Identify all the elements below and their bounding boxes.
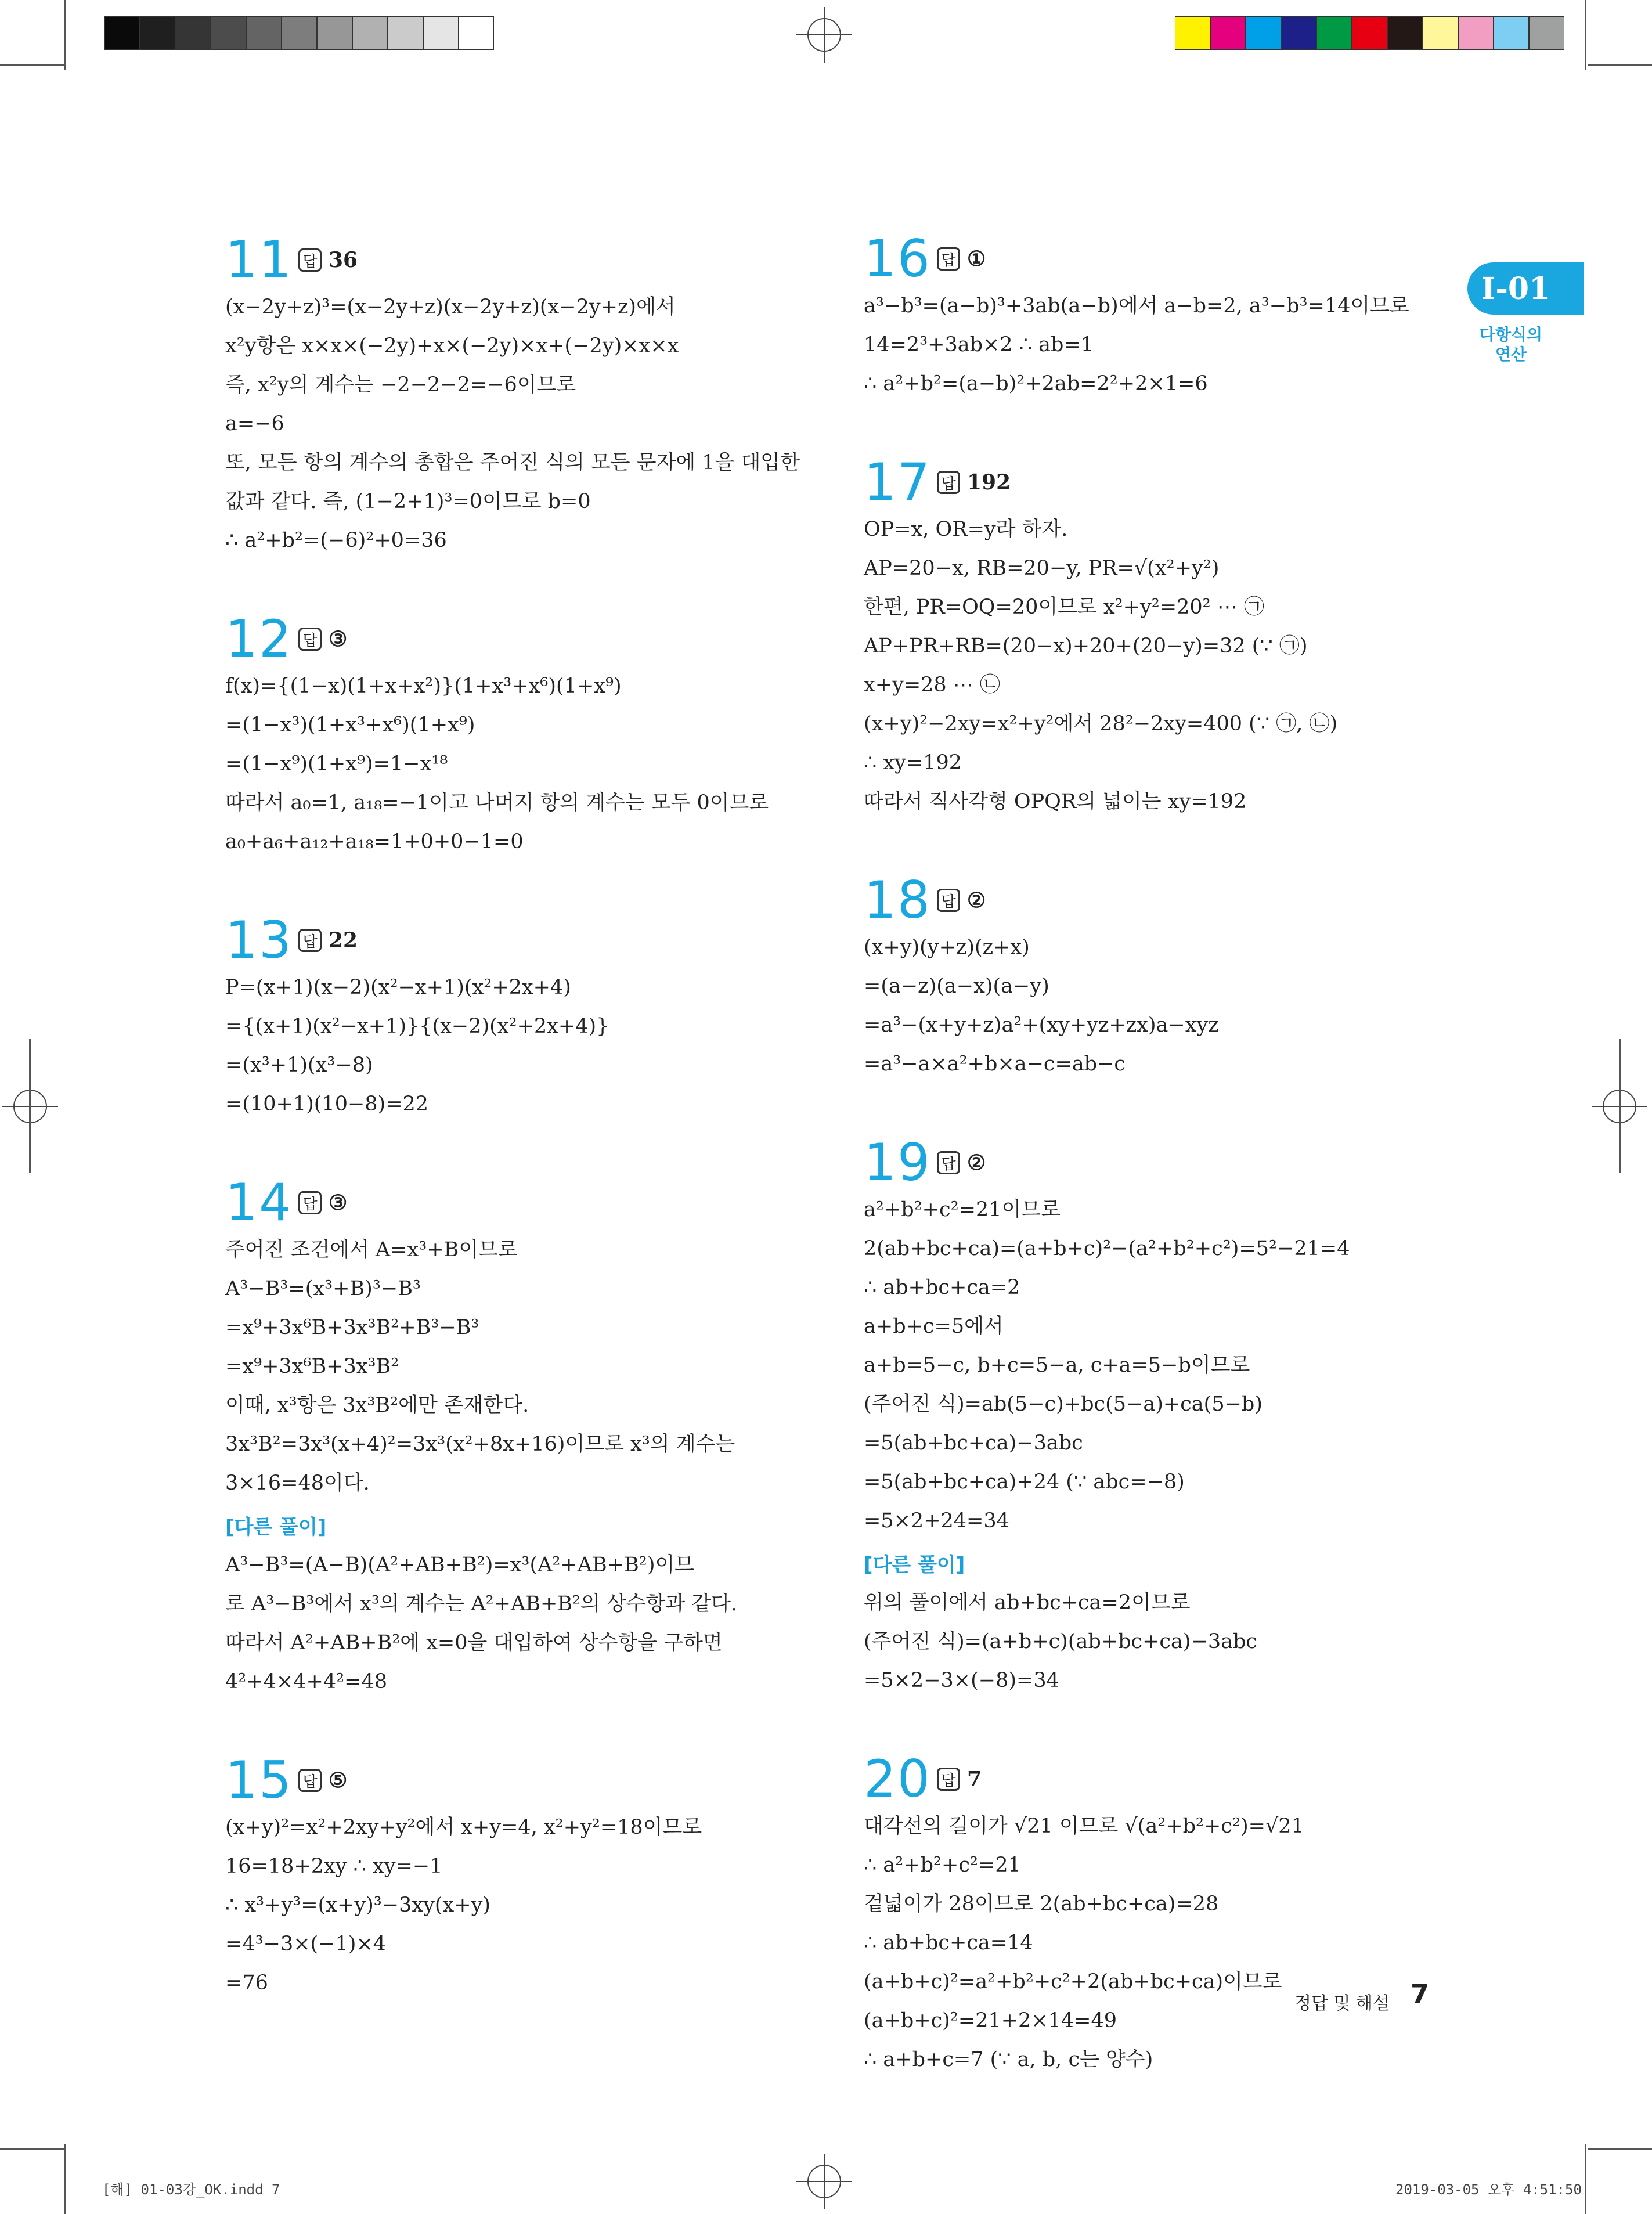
answer-value: 7 [967,1767,982,1791]
color-swatch [1529,16,1564,50]
solution-line: x²y항은 x×x×(−2y)+x×(−2y)×x+(−2y)×x×x [225,334,679,358]
problem-header [225,611,782,667]
solution-line: AP=20−x, RB=20−y, PR=√(x²+y²) [864,557,1220,580]
gray-swatch [175,16,211,50]
answer-badge: 답 [937,247,960,271]
gray-swatch [388,16,423,50]
alt-solution-line: 따라서 A²+AB+B²에 x=0을 대입하여 상수항을 구하면 [225,1631,723,1654]
solution-line: (a+b+c)²=a²+b²+c²+2(ab+bc+ca)이므로 [864,1970,1282,1993]
problem-header [225,1750,782,1810]
solution-line: =5(ab+bc+ca)−3abc [864,1431,1083,1455]
solution-line: ={(x+1)(x²−x+1)}{(x−2)(x²+2x+4)} [225,1015,609,1038]
solution-line: =x⁹+3x⁶B+3x³B²+B³−B³ [225,1316,479,1339]
solution-line: ∴ a+b+c=7 (∵ a, b, c는 양수) [864,2048,1153,2071]
problem-12 [225,611,782,861]
solution-line: =(1−x⁹)(1+x⁹)=1−x¹⁸ [225,752,448,776]
answer-value: ③ [329,627,348,651]
answer-value: 36 [329,248,358,272]
problem-number: 19 [864,1133,931,1192]
problem-number: 16 [864,229,931,289]
solution-line: ∴ ab+bc+ca=2 [864,1276,1020,1299]
solution-line: 한편, PR=OQ=20이므로 x²+y²=20² ⋯ ㉠ [864,596,1264,619]
solution-line: =x⁹+3x⁶B+3x³B² [225,1355,399,1378]
section-title-line: 다항식의 [1479,325,1543,344]
problem-19 [864,1135,1421,1700]
crop-mark [64,0,66,70]
answer-value: ① [967,247,986,271]
solution-line: (x+y)(y+z)(z+x) [864,936,1030,959]
solution-line: 14=2³+3ab×2 ∴ ab=1 [864,333,1094,356]
gray-swatch [423,16,459,50]
problem-header [864,872,1421,928]
problem-17 [864,452,1421,821]
answer-badge: 답 [298,248,322,272]
right-column [864,231,1421,2130]
problem-number: 11 [225,230,293,290]
color-swatch [1281,16,1316,50]
problem-11 [225,230,800,560]
solution-line: ∴ a²+b²=(a−b)²+2ab=2²+2×1=6 [864,372,1208,395]
solution-line: =(a−z)(a−x)(a−y) [864,975,1049,998]
alt-solution-line: A³−B³=(A−B)(A²+AB+B²)=x³(A²+AB+B²)이므 [225,1553,695,1577]
solution-line: a+b=5−c, b+c=5−a, c+a=5−b이므로 [864,1354,1250,1377]
solution-line: 3×16=48이다. [225,1472,370,1495]
color-swatch [1316,16,1352,50]
section-title [1467,325,1554,365]
solution-line: (x+y)²−2xy=x²+y²에서 28²−2xy=400 (∵ ㉠, ㉡) [864,712,1338,735]
gray-swatch [140,16,175,50]
crop-mark [1588,2148,1652,2150]
solution-line: 2(ab+bc+ca)=(a+b+c)²−(a²+b²+c²)=5²−21=4 [864,1237,1350,1260]
problem-20 [864,1751,1421,2079]
answer-badge: 답 [937,1151,960,1174]
answer-badge: 답 [298,929,322,952]
answer-value: ② [967,888,986,913]
section-title-line: 연산 [1495,345,1527,364]
solution-line: =5×2+24=34 [864,1509,1009,1533]
solution-line: 즉, x²y의 계수는 −2−2−2=−6이므로 [225,373,576,396]
solution-line: =(10+1)(10−8)=22 [225,1092,429,1116]
problem-header [225,910,782,970]
solution-line: 또, 모든 항의 계수의 총합은 주어진 식의 모든 문자에 1을 대입한 [225,451,800,474]
problem-header [225,1175,782,1231]
alt-solution-line: (주어진 식)=(a+b+c)(ab+bc+ca)−3abc [864,1630,1258,1653]
problem-number: 12 [225,609,293,669]
alt-solution-line: 위의 풀이에서 ab+bc+ca=2이므로 [864,1591,1191,1614]
solution-line: =a³−(x+y+z)a²+(xy+yz+zx)a−xyz [864,1014,1219,1037]
solution-line: (x+y)²=x²+2xy+y²에서 x+y=4, x²+y²=18이므로 [225,1816,702,1839]
problem-18 [864,872,1421,1084]
problem-header [864,452,1421,512]
solution-line: 값과 같다. 즉, (1−2+1)³=0이므로 b=0 [225,490,591,513]
page-number: 7 [1411,1978,1430,2010]
section-tab [1467,262,1584,315]
alt-solution-line: 4²+4×4+4²=48 [225,1670,387,1693]
answer-value: ③ [329,1191,348,1215]
color-swatch [1210,16,1246,50]
problem-number: 15 [225,1750,293,1810]
solution-line: A³−B³=(x³+B)³−B³ [225,1277,421,1300]
solution-line: =a³−a×a²+b×a−c=ab−c [864,1052,1126,1076]
answer-badge: 답 [298,1769,322,1792]
solution-line: OP=x, OR=y라 하자. [864,518,1068,541]
gray-swatch [246,16,282,50]
problem-13 [225,910,782,1124]
problem-header [225,232,782,288]
crop-mark [0,64,64,66]
problem-header [864,231,1421,287]
solution-line: P=(x+1)(x−2)(x²−x+1)(x²+2x+4) [225,976,571,999]
problem-16 [864,231,1421,403]
problem-15 [225,1750,782,2003]
solution-line: 겉넓이가 28이므로 2(ab+bc+ca)=28 [864,1892,1219,1916]
problem-number: 14 [225,1173,293,1232]
solution-line: a+b+c=5에서 [864,1315,1004,1338]
solution-line: 주어진 조건에서 A=x³+B이므로 [225,1238,518,1261]
solution-line: =5(ab+bc+ca)+24 (∵ abc=−8) [864,1470,1185,1494]
solution-line: 16=18+2xy ∴ xy=−1 [225,1855,443,1878]
solution-line: ∴ ab+bc+ca=14 [864,1931,1033,1955]
section-code: Ⅰ-01 [1481,271,1550,307]
color-swatch [1352,16,1387,50]
solution-line: f(x)={(1−x)(1+x+x²)}(1+x³+x⁶)(1+x⁹) [225,675,622,698]
color-swatch [1458,16,1494,50]
solution-line: x+y=28 ⋯ ㉡ [864,673,1000,697]
gray-swatch [352,16,388,50]
color-swatch [1175,16,1210,50]
solution-line: =(1−x³)(1+x³+x⁶)(1+x⁹) [225,713,475,737]
answer-badge: 답 [298,628,322,651]
solution-line: 따라서 직사각형 OPQR의 넓이는 xy=192 [864,790,1247,813]
answer-value: 192 [967,470,1011,495]
problem-number: 13 [225,910,293,970]
slug-filename: [해] 01-03강_OK.indd 7 [102,2181,280,2198]
solution-line: ∴ x³+y³=(x+y)³−3xy(x+y) [225,1894,491,1917]
crop-mark [64,2144,66,2214]
problem-number: 18 [864,870,931,930]
answer-badge: 답 [937,1768,960,1791]
answer-value: 22 [329,928,358,953]
solution-line: 따라서 a₀=1, a₁₈=−1이고 나머지 항의 계수는 모두 0이므로 [225,791,769,814]
problem-number: 20 [864,1749,931,1809]
solution-line: AP+PR+RB=(20−x)+20+(20−y)=32 (∵ ㉠) [864,634,1308,658]
solution-line: ∴ a²+b²=(−6)²+0=36 [225,529,447,552]
crop-mark [1588,64,1652,66]
solution-line: =(x³+1)(x³−8) [225,1054,373,1077]
answer-badge: 답 [937,889,960,912]
alt-solution-label: [다른 풀이] [864,1553,965,1577]
solution-line: =76 [225,1971,268,1995]
solution-line: a³−b³=(a−b)³+3ab(a−b)에서 a−b=2, a³−b³=14이므로 [864,294,1409,318]
answer-badge: 답 [298,1191,322,1214]
crop-mark [29,1039,31,1173]
gray-swatch [282,16,317,50]
left-column [225,230,800,2054]
solution-line: =4³−3×(−1)×4 [225,1932,387,1956]
crop-mark [1585,0,1586,70]
alt-solution-line: 로 A³−B³에서 x³의 계수는 A²+AB+B²의 상수항과 같다. [225,1592,738,1616]
problem-14 [225,1175,782,1701]
solution-line: a₀+a₆+a₁₂+a₁₈=1+0+0−1=0 [225,830,524,853]
gray-swatch [104,16,140,50]
footer-label: 정답 및 해설 [1294,1993,1390,2014]
answer-value: ② [967,1151,986,1175]
gray-swatch [459,16,494,50]
crop-mark [1619,1039,1621,1173]
solution-line: (a+b+c)²=21+2×14=49 [864,2009,1117,2032]
solution-line: a²+b²+c²=21이므로 [864,1198,1061,1221]
problem-number: 17 [864,452,931,512]
alt-solution-line: =5×2−3×(−8)=34 [864,1669,1059,1692]
registration-mark [796,2154,852,2209]
answer-value: ⑤ [329,1768,348,1793]
color-swatch [1423,16,1458,50]
registration-mark [796,7,852,63]
color-swatch [1387,16,1423,50]
solution-line: ∴ a²+b²+c²=21 [864,1854,1021,1877]
alt-solution-label: [다른 풀이] [225,1516,327,1539]
solution-line: 대각선의 길이가 √21 이므로 √(a²+b²+c²)=√21 [864,1815,1304,1838]
solution-line: (주어진 식)=ab(5−c)+bc(5−a)+ca(5−b) [864,1393,1263,1416]
problem-header [864,1135,1421,1191]
color-swatch [1246,16,1281,50]
answer-badge: 답 [937,471,960,494]
problem-header [864,1751,1421,1807]
color-swatch [1494,16,1529,50]
crop-mark [0,2148,64,2150]
solution-line: a=−6 [225,412,284,435]
crop-mark [1585,2144,1586,2214]
solution-line: ∴ xy=192 [864,751,962,774]
gray-swatch [211,16,246,50]
slug-timestamp: 2019-03-05 오후 4:51:50 [1395,2181,1582,2198]
gray-swatch [317,16,352,50]
solution-line: (x−2y+z)³=(x−2y+z)(x−2y+z)(x−2y+z)에서 [225,295,676,319]
solution-line: 이때, x³항은 3x³B²에만 존재한다. [225,1394,529,1417]
solution-line: 3x³B²=3x³(x+4)²=3x³(x²+8x+16)이므로 x³의 계수는 [225,1433,735,1456]
